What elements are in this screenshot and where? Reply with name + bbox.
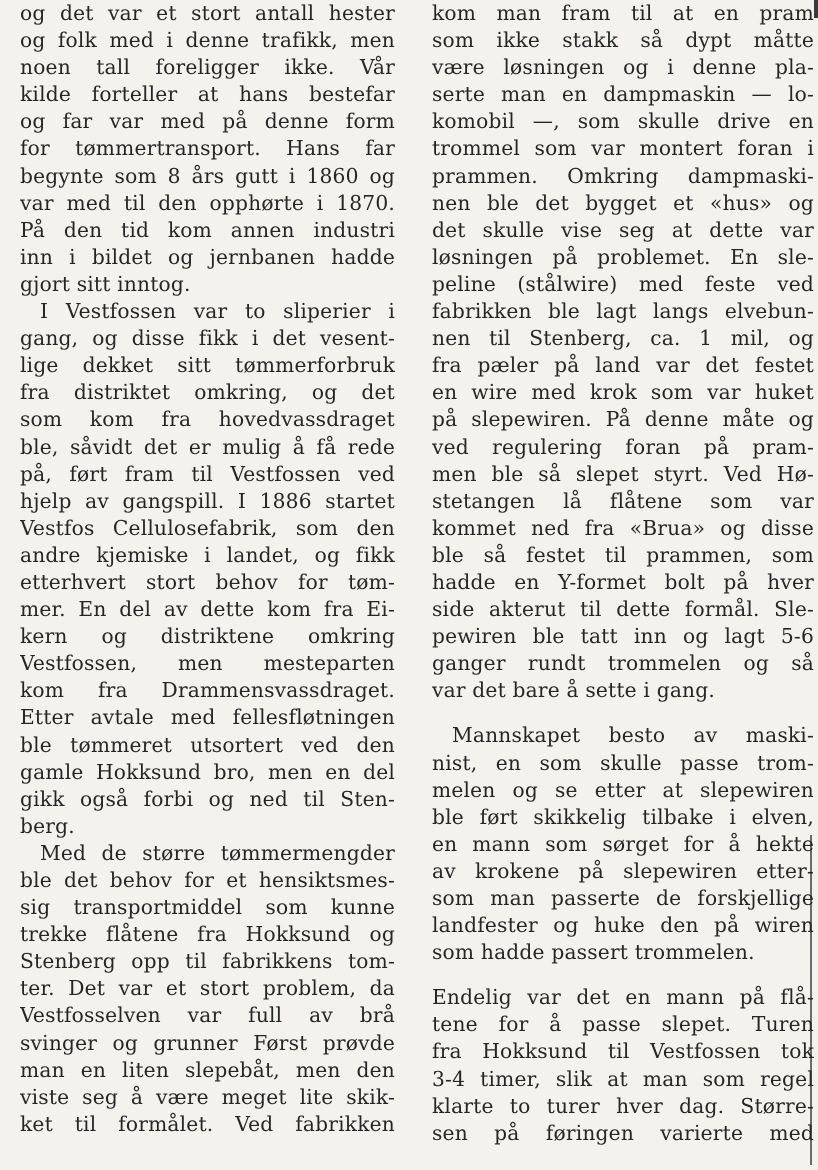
text-line: tene for å passe slepet. Turen (432, 1012, 814, 1037)
text-line: som hadde passert trommelen. (432, 940, 755, 965)
text-line: på slepewiren. På denne måte og (432, 407, 814, 432)
text-line: ved regulering foran på pram- (432, 434, 814, 459)
text-line: sen på føringen varierte med (432, 1120, 814, 1145)
text-line: mer. En del av dette kom fra Ei- (20, 597, 395, 622)
text-line: side akterut til dette formål. Sle- (432, 597, 814, 622)
text-line: klarte to turer hver dag. Større- (432, 1093, 814, 1118)
text-line: fra distriktet omkring, og det (20, 380, 395, 405)
text-line: trekke flåtene fra Hokksund og (20, 922, 395, 947)
text-line: løsningen på problemet. En sle- (432, 244, 814, 269)
text-line: ble, såvidt det er mulig å få rede (20, 434, 395, 459)
text-line: være løsningen og i denne pla- (432, 55, 814, 80)
text-line: på, ført fram til Vestfossen ved (20, 461, 395, 486)
text-line: gjort sitt inntog. (20, 271, 191, 296)
text-line: stetangen lå flåtene som var (432, 488, 814, 513)
right-paragraph-1 (432, 0, 814, 704)
text-line: ble det behov for et hensiktsmes- (20, 868, 395, 892)
text-line: var det bare å sette i gang. (432, 678, 716, 703)
text-line: man en liten slepebåt, men den (20, 1057, 395, 1082)
text-line: ble så festet til prammen, som (432, 542, 814, 567)
text-line: hadde en Y-formet bolt på hver (432, 569, 814, 594)
text-line: Mannskapet besto av maski- (452, 723, 814, 748)
text-line: landfester og huke den på wiren (432, 913, 814, 938)
text-line: en mann som sørget for å hekte (432, 831, 814, 856)
text-line: fra pæler på land var det festet (432, 353, 814, 378)
text-line: kommet ned fra «Brua» og disse (432, 515, 814, 540)
scan-edge-mark (814, 0, 818, 18)
text-line: fra Hokksund til Vestfossen tok (432, 1039, 814, 1064)
text-line: og det var et stort antall hester (20, 1, 395, 25)
text-line: noen tall foreligger ikke. Vår (20, 55, 395, 80)
text-line: 3-4 timer, slik at man som regel (432, 1066, 814, 1091)
text-line: Endelig var det en mann på flå- (432, 985, 814, 1010)
text-line: prammen. Omkring dampmaski- (432, 163, 814, 188)
text-line: ganger rundt trommelen og så (432, 651, 814, 676)
text-line: berg. (20, 813, 75, 838)
text-line: kern og distriktene omkring (20, 624, 395, 649)
text-line: I Vestfossen var to sliperier i (40, 299, 395, 324)
text-line: for tømmertransport. Hans far (20, 136, 395, 161)
text-line: Vestfos Cellulosefabrik, som den (20, 515, 395, 540)
text-line: nen ble det bygget et «hus» og (432, 190, 814, 215)
text-line: kom fra Drammensvassdraget. (20, 678, 395, 703)
text-line: men ble så slepet styrt. Ved Hø- (432, 461, 814, 486)
text-line: Stenberg opp til fabrikkens tom- (20, 949, 395, 974)
text-line: begynte som 8 års gutt i 1860 og (20, 163, 395, 188)
text-line: som man passerte de forskjellige (432, 886, 814, 910)
text-line: komobil —, som skulle drive en (432, 109, 814, 134)
text-line: og folk med i denne trafikk, men (20, 28, 395, 53)
text-line: viste seg å være meget lite skik- (20, 1084, 395, 1109)
text-line: serte man en dampmaskin — lo- (432, 82, 814, 107)
text-line: kom man fram til at en pram (432, 1, 814, 25)
text-line: gang, og disse fikk i det vesent- (20, 326, 395, 351)
right-column (432, 0, 814, 1147)
paragraph-gap (432, 966, 814, 984)
text-line: Vestfossen, men mesteparten (20, 651, 395, 676)
text-line: peline (stålwire) med feste ved (432, 271, 814, 296)
text-line: gamle Hokksund bro, men en del (20, 759, 395, 784)
text-line: ble tømmeret utsortert ved den (20, 732, 395, 757)
text-line: pewiren ble tatt inn og lagt 5-6 (432, 624, 814, 649)
text-line: kilde forteller at hans bestefar (20, 82, 395, 107)
text-line: svinger og grunner Først prøvde (20, 1030, 395, 1055)
text-line: en wire med krok som var huket (432, 380, 814, 405)
text-line: hjelp av gangspill. I 1886 startet (20, 488, 395, 513)
text-line: ble ført skikkelig tilbake i elven, (432, 804, 814, 829)
text-line: det skulle vise seg at dette var (432, 217, 814, 242)
text-line: Etter avtale med fellesfløtningen (20, 705, 395, 730)
text-line: andre kjemiske i landet, og fikk (20, 542, 395, 567)
paragraph-gap (432, 704, 814, 722)
text-line: gikk også forbi og ned til Sten- (20, 786, 395, 811)
text-line: Med de større tømmermengder (40, 840, 395, 865)
text-line: sig transportmiddel som kunne (20, 895, 395, 920)
text-line: nist, en som skulle passe trom- (432, 750, 814, 775)
right-paragraph-3 (432, 984, 814, 1147)
text-line: som kom fra hovedvassdraget (20, 407, 395, 432)
text-line: inn i bildet og jernbanen hadde (20, 244, 395, 269)
text-line: av krokene på slepewiren etter- (432, 858, 814, 883)
text-line: melen og se etter at slepewiren (432, 777, 814, 802)
text-line: På den tid kom annen industri (20, 217, 395, 242)
text-line: ter. Det var et stort problem, da (20, 976, 395, 1001)
text-line: fabrikken ble lagt langs elvebun- (432, 299, 814, 324)
text-line: var med til den opphørte i 1870. (20, 190, 395, 215)
text-line: trommel som var montert foran i (432, 136, 814, 161)
text-line: og far var med på denne form (20, 109, 395, 134)
text-line: nen til Stenberg, ca. 1 mil, og (432, 326, 814, 351)
text-line: Vestfosselven var full av brå (20, 1003, 395, 1028)
left-column (20, 0, 395, 1138)
right-paragraph-2 (432, 722, 814, 966)
text-line: som ikke stakk så dypt måtte (432, 28, 814, 53)
text-line: ket til formålet. Ved fabrikken (20, 1111, 395, 1136)
text-line: lige dekket sitt tømmerforbruk (20, 353, 395, 378)
text-line: etterhvert stort behov for tøm- (20, 569, 395, 594)
